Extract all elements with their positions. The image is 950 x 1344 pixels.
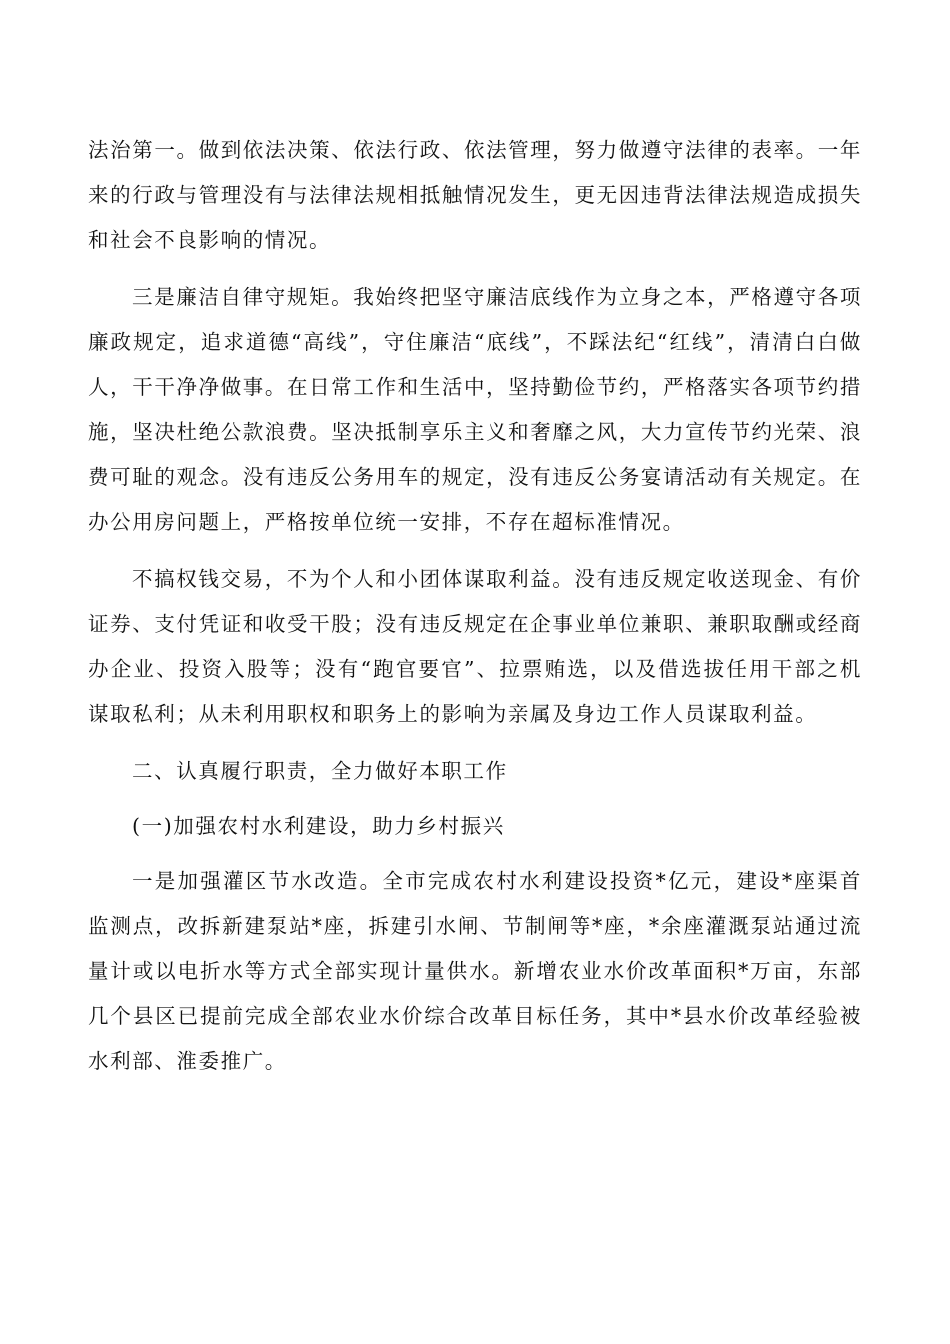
paragraph-rule-of-law: 法治第一。做到依法决策、依法行政、依法管理，努力做遵守法律的表率。一年来的行政与管理没有与法律法规相抵触情况发生，更无因违背法律法规造成损失和社会不良影响的情况。 [88, 138, 862, 252]
document-body [88, 128, 862, 1096]
subsection-heading-rural-water: (一)加强农村水利建设，助力乡村振兴 [132, 814, 505, 838]
paragraph-no-power-money-trade: 不搞权钱交易，不为个人和小团体谋取利益。没有违反规定收送现金、有价证券、支付凭证和收受干股；没有违反规定在企事业单位兼职、兼职取酬或经商办企业、投资入股等；没有“跑官要官”、拉票贿选，以及借选拔任用干部之机谋取私利；从未利用职权和职务上的影响为亲属及身边工作人员谋取利益。 [88, 567, 862, 726]
paragraph-irrigation-water-saving: 一是加强灌区节水改造。全市完成农村水利建设投资*亿元，建设*座渠首监测点，改拆新建泵站*座，拆建引水闸、节制闸等*座，*余座灌溉泵站通过流量计或以电折水等方式全部实现计量供水。新增农业水价改革面积*万亩，东部几个县区已提前完成全部农业水价综合改革目标任务，其中*县水价改革经验被水利部、淮委推广。 [88, 869, 862, 1073]
section-heading-duties: 二、认真履行职责，全力做好本职工作 [132, 759, 508, 783]
paragraph-integrity-self-discipline: 三是廉洁自律守规矩。我始终把坚守廉洁底线作为立身之本，严格遵守各项廉政规定，追求道德“高线”，守住廉洁“底线”，不踩法纪“红线”，清清白白做人，干干净净做事。在日常工作和生活中，坚持勤俭节约，严格落实各项节约措施，坚决杜绝公款浪费。坚决抵制享乐主义和奢靡之风，大力宣传节约光荣、浪费可耻的观念。没有违反公务用车的规定，没有违反公务宴请活动有关规定。在办公用房问题上，严格按单位统一安排，不存在超标准情况。 [88, 285, 862, 534]
